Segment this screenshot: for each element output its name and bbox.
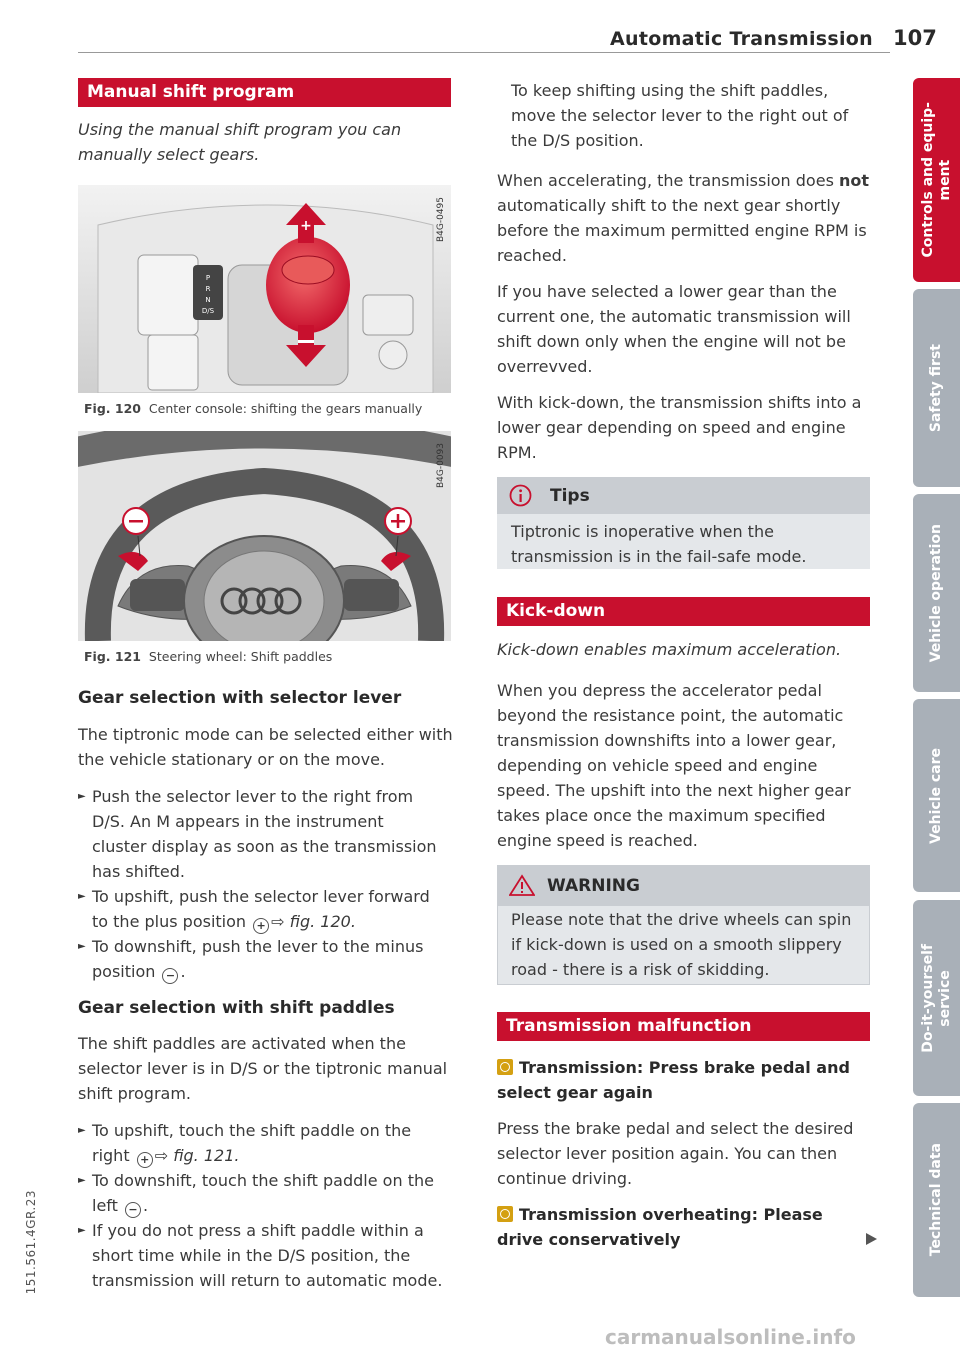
figure-121-steering-wheel	[78, 431, 451, 641]
paragraph-keep-shifting: To keep shifting using the shift paddles, move the selector lever to the right out of the D/S position.	[511, 81, 849, 150]
figure-120-caption	[84, 401, 422, 416]
heading-gear-selection-paddles: Gear selection with shift paddles	[78, 998, 395, 1018]
step-downshift-paddle-end: .	[143, 1196, 149, 1215]
info-icon	[509, 484, 532, 507]
step-downshift-paddle-text: To downshift, touch the shift paddle on the left	[92, 1171, 434, 1215]
tips-text: Tiptronic is inoperative when the transmission is in the fail-safe mode.	[511, 522, 807, 566]
heading-gear-selection-lever: Gear selection with selector lever	[78, 688, 402, 708]
side-tab-vehicle-operation-label: Vehicle operation	[928, 523, 944, 663]
side-tab-diy-service[interactable]	[913, 900, 960, 1096]
svg-text:N: N	[205, 296, 211, 304]
document-code: 151.561.4GR.23	[24, 1190, 38, 1295]
step-return-automatic: ► If you do not press a shift paddle within a short time while in the D/S position, the transmission will return to automatic mode.	[78, 1218, 450, 1293]
reference-arrow-icon: ⇨	[154, 1146, 169, 1165]
malfunction-item-2-text: Transmission overheating: Please drive conservatively	[497, 1205, 823, 1249]
reference-arrow-icon: ⇨	[271, 912, 285, 931]
plus-paddle-icon: +	[137, 1152, 153, 1168]
step-downshift-paddle	[78, 1168, 450, 1218]
warning-triangle-icon	[509, 874, 535, 897]
section-lead-manual-shift: Using the manual shift program you can manually select gears.	[78, 120, 402, 164]
step-upshift-paddle	[78, 1118, 450, 1168]
step-downshift-lever	[78, 934, 440, 984]
svg-text:D/S: D/S	[201, 307, 215, 315]
figure-120-label: Fig. 120	[84, 401, 141, 416]
paragraph-paddles-intro: The shift paddles are activated when the selector lever is in D/S or the tiptronic manual shift program.	[78, 1034, 448, 1103]
figure-121-link[interactable]: fig. 121.	[173, 1146, 240, 1165]
malfunction-item-1	[497, 1055, 867, 1105]
paragraph-accelerating-a: When accelerating, the transmission does	[497, 171, 839, 190]
malfunction-item-2	[497, 1202, 867, 1252]
section-lead-kickdown: Kick-down enables maximum acceleration.	[497, 640, 842, 659]
steps-paddles	[78, 1118, 450, 1293]
step-push-right: ► Push the selector lever to the right from D/S. An M appears in the instrument cluster display as soon as the transmission has shifted.	[78, 784, 440, 884]
figure-120-center-console	[78, 185, 451, 393]
transmission-warning-indicator-icon	[497, 1059, 513, 1075]
side-tab-controls-label: Controls and equip- ment	[919, 102, 953, 258]
steps-gear-lever	[78, 784, 440, 984]
transmission-overheat-indicator-icon	[497, 1206, 513, 1222]
paragraph-kickdown-shift: With kick-down, the transmission shifts into a lower gear depending on speed and engine RPM.	[497, 393, 862, 462]
svg-text:R: R	[205, 285, 211, 293]
side-tab-technical-data-label: Technical data	[928, 1143, 944, 1257]
warning-title: WARNING	[547, 876, 640, 896]
figure-121-code: B4G-0093	[436, 443, 446, 489]
warning-text: Please note that the drive wheels can spin if kick-down is used on a smooth slippery road - there is a risk of skidding.	[511, 910, 852, 979]
section-title-kickdown: Kick-down	[497, 597, 870, 626]
svg-text:P: P	[205, 274, 211, 282]
side-tab-technical-data[interactable]	[913, 1103, 960, 1297]
minus-paddle-icon: −	[125, 1202, 141, 1218]
steering-wheel-illustration	[78, 431, 451, 641]
section-title-malfunction: Transmission malfunction	[497, 1012, 870, 1041]
paragraph-accelerating-bold: not	[838, 171, 870, 190]
warning-box-body	[497, 905, 870, 985]
header-divider	[78, 52, 890, 53]
figure-120-link[interactable]: fig. 120.	[289, 912, 356, 931]
continue-arrow-icon	[864, 1232, 878, 1246]
malfunction-item-1-text: Transmission: Press brake pedal and select gear again	[497, 1058, 850, 1102]
side-tab-safety-label: Safety first	[928, 343, 944, 433]
figure-121-label: Fig. 121	[84, 649, 141, 664]
paragraph-accelerating-b: automatically shift to the next gear shortly before the maximum permitted engine RPM is reached.	[497, 196, 867, 265]
svg-text:+: +	[300, 218, 312, 234]
figure-121-caption-text: Steering wheel: Shift paddles	[148, 649, 333, 664]
paragraph-kickdown-body: When you depress the accelerator pedal beyond the resistance point, the automatic transmission downshifts into a lower gear, depending on vehicle speed and engine speed. The upshift into the next higher gear takes place once the maximum specified engine speed is reached.	[497, 681, 851, 850]
side-tab-vehicle-care-label: Vehicle care	[928, 747, 944, 844]
figure-120-code: B4G-0495	[436, 197, 446, 243]
section-title-manual-shift: Manual shift program	[78, 78, 451, 107]
center-console-illustration	[78, 185, 451, 393]
plus-position-icon: +	[253, 918, 269, 934]
warning-box-header	[497, 865, 870, 905]
step-upshift-lever-text: To upshift, push the selector lever forward to the plus position	[92, 887, 430, 931]
tips-title: Tips	[550, 486, 590, 506]
paragraph-accelerating	[497, 168, 872, 268]
tips-box-header	[497, 477, 870, 514]
paragraph-malfunction-1: Press the brake pedal and select the desired selector lever position again. You can then continue driving.	[497, 1119, 854, 1188]
paragraph-lower-gear: If you have selected a lower gear than the current one, the automatic transmission will shift down only when the engine will not be overrevved.	[497, 282, 851, 376]
paragraph-tiptronic-intro: The tiptronic mode can be selected either with the vehicle stationary or on the move.	[78, 725, 453, 769]
figure-120-caption-text: Center console: shifting the gears manually	[148, 401, 423, 416]
step-downshift-lever-end: .	[180, 962, 186, 981]
running-header-title: Automatic Transmission	[610, 28, 873, 50]
figure-121-caption	[84, 649, 332, 664]
page-number: 107	[893, 26, 937, 50]
side-tab-vehicle-operation[interactable]	[913, 494, 960, 692]
side-tab-safety[interactable]	[913, 289, 960, 487]
step-upshift-lever	[78, 884, 440, 934]
side-tab-vehicle-care[interactable]	[913, 699, 960, 892]
side-tab-diy-service-label: Do-it-yourself service	[919, 943, 953, 1053]
step-downshift-lever-text: To downshift, push the lever to the minus position	[92, 937, 424, 981]
watermark: carmanualsonline.info	[605, 1325, 856, 1349]
minus-position-icon: −	[162, 968, 178, 984]
side-tab-controls[interactable]	[913, 78, 960, 282]
tips-box-body	[497, 514, 870, 569]
step-upshift-paddle-text: To upshift, touch the shift paddle on the right	[92, 1121, 412, 1165]
